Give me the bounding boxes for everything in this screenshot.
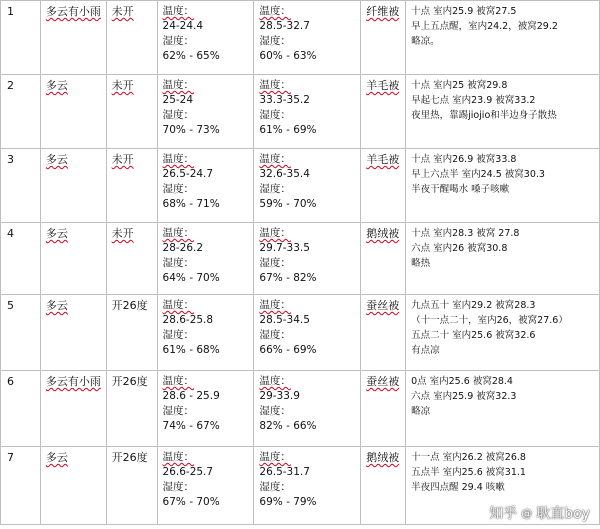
note-line: （十一点二十，室内26，被窝27.6）	[411, 315, 568, 326]
humidity-label: 湿度：	[162, 329, 195, 341]
quilt-type-cell	[361, 1, 406, 75]
notes-cell	[406, 295, 600, 371]
temp-range: 26.5-31.7	[259, 466, 310, 478]
temp-range: 26.5-24.7	[162, 168, 214, 180]
humidity-range: 74% - 67%	[162, 420, 220, 432]
note-line: 半夜四点醒 29.4 咳嗽	[411, 482, 505, 493]
temp-label: 温度：	[162, 375, 195, 387]
note-line: 五点半 室内25.6 被窝31.1	[411, 467, 526, 478]
quilt-reading-cell	[254, 223, 361, 295]
quilt-type: 羊毛被	[366, 153, 400, 166]
quilt-reading-cell	[254, 447, 361, 525]
note-line: 略热	[411, 258, 431, 269]
table-row	[1, 149, 600, 223]
quilt-type: 蚕丝被	[366, 299, 400, 312]
weather-cell	[40, 1, 106, 75]
quilt-type: 鹅绒被	[366, 227, 400, 240]
notes-cell	[406, 223, 600, 295]
temp-label: 温度：	[259, 5, 291, 17]
note-line: 五点二十 室内25.6 被窝32.6	[411, 330, 536, 341]
row-number: 3	[1, 149, 41, 223]
note-line: 九点五十 室内29.2 被窝28.3	[411, 300, 536, 311]
humidity-label: 湿度：	[162, 405, 195, 417]
notes-cell	[406, 149, 600, 223]
humidity-label: 湿度：	[259, 329, 291, 341]
humidity-range: 82% - 66%	[259, 420, 317, 432]
ac-cell	[106, 447, 157, 525]
temp-range: 28.6 - 25.9	[162, 390, 220, 402]
table-row	[1, 223, 600, 295]
quilt-reading-cell	[254, 75, 361, 149]
quilt-type: 纤维被	[366, 5, 400, 18]
ac-text: 未开	[111, 79, 134, 92]
quilt-type-cell	[361, 149, 406, 223]
humidity-label: 湿度：	[259, 35, 291, 47]
note-line: 夜里热，靠踢jiojio和半边身子散热	[411, 110, 557, 121]
humidity-range: 61% - 68%	[162, 344, 220, 356]
temp-range: 28.6-25.8	[162, 314, 214, 326]
row-number: 6	[1, 371, 41, 447]
humidity-range: 67% - 82%	[259, 272, 317, 284]
quilt-reading-cell	[254, 149, 361, 223]
note-line: 早起七点 室内23.9 被窝33.2	[411, 95, 536, 106]
weather-cell	[40, 223, 106, 295]
temp-label: 温度：	[259, 451, 291, 463]
room-reading-cell	[157, 371, 254, 447]
note-line: 略凉。	[411, 36, 440, 47]
room-reading-cell	[157, 149, 254, 223]
humidity-label: 湿度：	[259, 481, 291, 493]
quilt-type-cell	[361, 295, 406, 371]
note-line: 六点 室内25.9 被窝32.3	[411, 391, 517, 402]
note-line: 十点 室内25.9 被窝27.5	[411, 6, 517, 17]
temp-range: 28.5-32.7	[259, 20, 310, 32]
quilt-reading-cell	[254, 1, 361, 75]
table-row	[1, 295, 600, 371]
row-number: 4	[1, 223, 41, 295]
temp-label: 温度：	[259, 299, 291, 311]
humidity-label: 湿度：	[162, 257, 195, 269]
row-number: 1	[1, 1, 41, 75]
humidity-range: 59% - 70%	[259, 198, 317, 210]
humidity-label: 湿度：	[162, 481, 195, 493]
room-reading-cell	[157, 223, 254, 295]
room-reading-cell	[157, 75, 254, 149]
note-line: 早上六点半 室内24.5 被窝30.3	[411, 169, 545, 180]
temp-range: 29.7-33.5	[259, 242, 310, 254]
weather-cell	[40, 295, 106, 371]
ac-cell	[106, 149, 157, 223]
note-line: 有点凉	[411, 345, 440, 356]
humidity-range: 60% - 63%	[259, 50, 317, 62]
ac-cell	[106, 75, 157, 149]
humidity-label: 湿度：	[162, 109, 195, 121]
ac-text: 开26度	[111, 299, 148, 312]
temp-label: 温度：	[259, 375, 291, 387]
humidity-range: 67% - 70%	[162, 496, 220, 508]
temp-range: 26.6-25.7	[162, 466, 214, 478]
quilt-type: 羊毛被	[366, 79, 400, 92]
temp-label: 温度：	[162, 299, 195, 311]
watermark-site: 知乎	[489, 506, 518, 522]
note-line: 十点 室内25 被窝29.8	[411, 80, 508, 91]
weather-cell	[40, 371, 106, 447]
temp-range: 25-24	[162, 94, 194, 106]
temp-range: 33.3-35.2	[259, 94, 310, 106]
note-line: 六点 室内26 被窝30.8	[411, 243, 508, 254]
note-line: 略凉	[411, 406, 431, 417]
quilt-reading-cell	[254, 295, 361, 371]
note-line: 早上五点醒，室内24.2，被窝29.2	[411, 21, 558, 32]
room-reading-cell	[157, 1, 254, 75]
humidity-range: 70% - 73%	[162, 124, 220, 136]
humidity-label: 湿度：	[259, 257, 291, 269]
temp-range: 28.5-34.5	[259, 314, 310, 326]
weather-text: 多云有小雨	[45, 375, 101, 388]
humidity-label: 湿度：	[259, 405, 291, 417]
temp-label: 温度：	[259, 153, 291, 165]
temp-label: 温度：	[162, 5, 195, 17]
quilt-type-cell	[361, 447, 406, 525]
watermark	[489, 503, 590, 523]
quilt-type: 蚕丝被	[366, 375, 400, 388]
ac-cell	[106, 371, 157, 447]
weather-text: 多云有小雨	[45, 5, 101, 18]
weather-text: 多云	[45, 451, 68, 464]
temp-range: 32.6-35.4	[259, 168, 310, 180]
ac-text: 未开	[111, 153, 134, 166]
note-line: 0点 室内25.6 被窝28.4	[411, 376, 513, 387]
row-number: 7	[1, 447, 41, 525]
note-line: 十一点 室内26.2 被窝26.8	[411, 452, 526, 463]
temp-range: 28-26.2	[162, 242, 204, 254]
temp-label: 温度：	[162, 227, 195, 239]
table-row	[1, 371, 600, 447]
table-row	[1, 75, 600, 149]
humidity-label: 湿度：	[259, 183, 291, 195]
quilt-reading-cell	[254, 371, 361, 447]
humidity-range: 61% - 69%	[259, 124, 317, 136]
temp-label: 温度：	[259, 227, 291, 239]
table-row	[1, 1, 600, 75]
temp-label: 温度：	[162, 153, 195, 165]
weather-cell	[40, 75, 106, 149]
ac-text: 开26度	[111, 451, 148, 464]
room-reading-cell	[157, 447, 254, 525]
temp-label: 温度：	[162, 451, 195, 463]
notes-cell	[406, 1, 600, 75]
notes-cell	[406, 371, 600, 447]
ac-text: 未开	[111, 227, 134, 240]
weather-cell	[40, 447, 106, 525]
humidity-range: 62% - 65%	[162, 50, 220, 62]
weather-cell	[40, 149, 106, 223]
quilt-type: 鹅绒被	[366, 451, 400, 464]
note-line: 十点 室内26.9 被窝33.8	[411, 154, 517, 165]
weather-text: 多云	[45, 79, 68, 92]
notes-cell	[406, 75, 600, 149]
humidity-label: 湿度：	[162, 183, 195, 195]
weather-text: 多云	[45, 153, 68, 166]
temp-range: 24-24.4	[162, 20, 204, 32]
row-number: 5	[1, 295, 41, 371]
note-line: 半夜干醒喝水 嗓子咳嗽	[411, 184, 510, 195]
weather-text: 多云	[45, 227, 68, 240]
humidity-label: 湿度：	[162, 35, 195, 47]
watermark-author: 耿直boy	[536, 506, 590, 522]
humidity-range: 66% - 69%	[259, 344, 317, 356]
humidity-range: 69% - 79%	[259, 496, 317, 508]
note-line: 十点 室内28.3 被窝 27.8	[411, 228, 520, 239]
quilt-type-cell	[361, 371, 406, 447]
ac-cell	[106, 223, 157, 295]
weather-text: 多云	[45, 299, 68, 312]
row-number: 2	[1, 75, 41, 149]
quilt-type-cell	[361, 75, 406, 149]
humidity-range: 64% - 70%	[162, 272, 220, 284]
humidity-range: 68% - 71%	[162, 198, 220, 210]
temp-range: 29-33.9	[259, 390, 300, 402]
ac-text: 开26度	[111, 375, 148, 388]
quilt-type-cell	[361, 223, 406, 295]
ac-cell	[106, 1, 157, 75]
humidity-label: 湿度：	[259, 109, 291, 121]
temp-label: 温度：	[162, 79, 195, 91]
watermark-separator: @	[521, 506, 533, 520]
room-reading-cell	[157, 295, 254, 371]
ac-cell	[106, 295, 157, 371]
temp-label: 温度：	[259, 79, 291, 91]
ac-text: 未开	[111, 5, 134, 18]
